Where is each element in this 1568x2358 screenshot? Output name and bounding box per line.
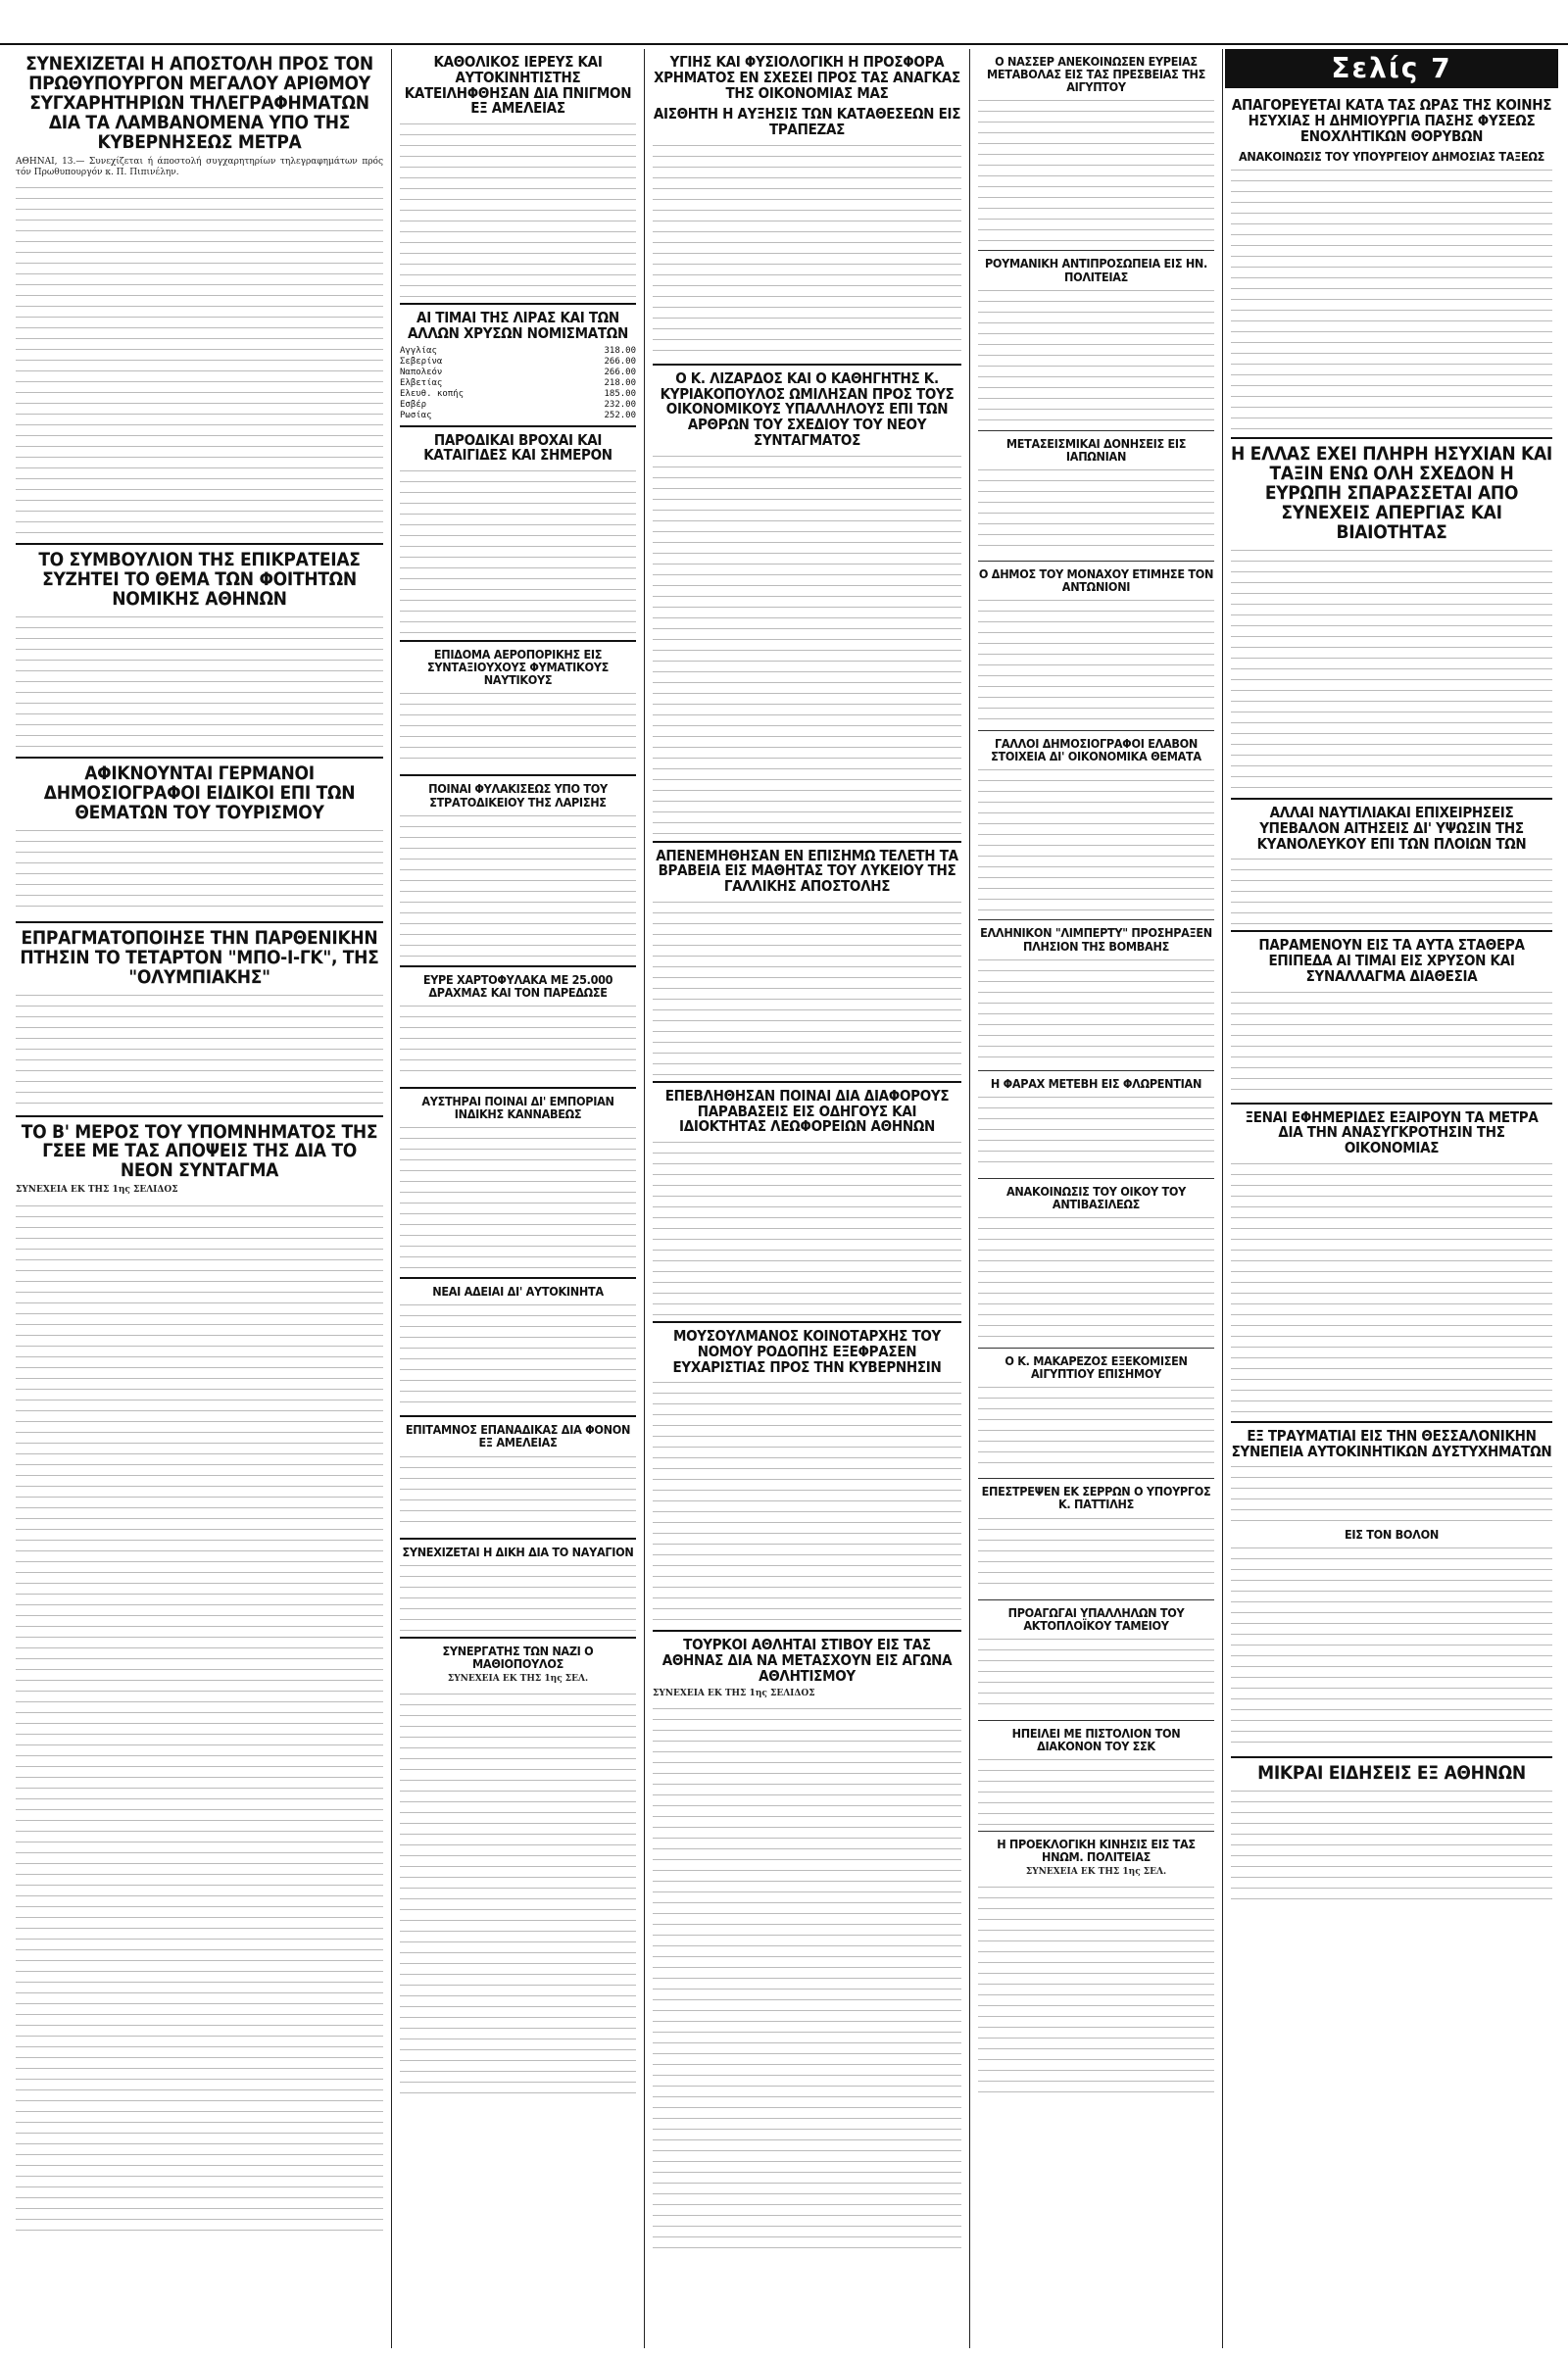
divider [400,640,636,642]
headline-rains: ΠΑΡΟΔΙΚΑΙ ΒΡΟΧΑΙ ΚΑΙ ΚΑΤΑΙΓΙΔΕΣ ΚΑΙ ΣΗΜΕΡΟΝ [423,430,612,465]
article-body [16,827,383,915]
subhead-ministry: ΑΝΑΚΟΙΝΩΣΙΣ ΤΟΥ ΥΠΟΥΡΓΕΙΟΥ ΔΗΜΟΣΙΑΣ ΤΑΞΕΩΣ [1239,149,1544,165]
article-body [1231,1463,1552,1522]
article-body [978,1384,1214,1472]
divider [1231,1421,1552,1423]
divider [400,965,636,967]
divider [978,1599,1214,1600]
article-body [978,1884,1214,2099]
article-body [1231,547,1552,792]
headline-munich: Ο ΔΗΜΟΣ ΤΟΥ ΜΟΝΑΧΟΥ ΕΤΙΜΗΣΕ ΤΟΝ ΑΝΤΩΝΙΟΝΙ [978,565,1214,594]
article-body [400,1453,636,1532]
column-2 [392,49,645,2348]
article-body [978,1214,1214,1342]
article-body [978,766,1214,913]
divider [653,841,961,843]
subhead-volos: ΕΙΣ ΤΟΝ ΒΟΛΟΝ [1345,1527,1439,1543]
article-body [400,1003,636,1081]
divider [400,1087,636,1089]
article-body [653,1705,961,2254]
headline-journalists: ΑΦΙΚΝΟΥΝΤΑΙ ΓΕΡΜΑΝΟΙ ΔΗΜΟΣΙΟΓΡΑΦΟΙ ΕΙΔΙΚΟΙ ΕΠΙ ΤΩΝ ΘΕΜΑΤΩΝ ΤΟΥ ΤΟΥΡΙΣΜΟΥ [43,761,356,823]
divider [400,1415,636,1417]
article-body [978,97,1214,244]
article-body [978,597,1214,724]
divider [978,430,1214,431]
divider [978,919,1214,920]
article-body [653,453,961,835]
divider [16,921,383,923]
headline-foreign-press: ΞΕΝΑΙ ΕΦΗΜΕΡΙΔΕΣ ΕΞΑΙΡΟΥΝ ΤΑ ΜΕΤΡΑ ΔΙΑ ΤΗΝ ΑΝΑΣΥΓΚΡΟΤΗΣΙΝ ΤΗΣ ΟΙΚΟΝΟΜΙΑΣ [1245,1107,1539,1157]
headline-greece-calm: Η ΕΛΛΑΣ ΕΧΕΙ ΠΛΗΡΗ ΗΣΥΧΙΑΝ ΚΑΙ ΤΑΞΙΝ ΕΝΩ ΟΛΗ ΣΧΕΔΟΝ Η ΕΥΡΩΠΗ ΣΠΑΡΑΣΣΕΤΑΙ ΑΠΟ ΣΥΝΕΧΕΙΣ ΑΠΕΡΓΙΑΣ ΚΑΙ ΒΙΑΙΟΤΗΤΑΣ [1231,443,1552,544]
article-body [978,287,1214,424]
article-body [400,121,636,297]
headline-boeing: ΕΠΡΑΓΜΑΤΟΠΟΙΗΣΕ ΤΗΝ ΠΑΡΘΕΝΙΚΗΝ ΠΤΗΣΙΝ ΤΟ ΤΕΤΑΡΤΟΝ "ΜΠΟ-Ι-ΓΚ", ΤΗΣ "ΟΛΥΜΠΙΑΚΗΣ" [20,926,379,988]
divider [1231,437,1552,439]
headline-car-permits: ΝΕΑΙ ΑΔΕΙΑΙ ΔΙ' ΑΥΤΟΚΙΝΗΤΑ [432,1284,604,1300]
continuation-note: ΣΥΝΕΧΕΙΑ ΕΚ ΤΗΣ 1ης ΣΕΛ. [447,1673,589,1684]
column-4 [970,49,1223,2348]
continuation-note: ΣΥΝΕΧΕΙΑ ΕΚ ΤΗΣ 1ης ΣΕΛΙΔΟΣ [16,1185,178,1196]
article-body [653,899,961,1075]
price-row: Ναπολεόν 266.00 [400,367,636,377]
article-body [400,1691,636,2102]
divider [653,364,961,366]
article-body [1231,1788,1552,1905]
price-row: Ελβετίας 218.00 [400,377,636,388]
article-body [1231,1545,1552,1750]
headline-us-campaign: Η ΠΡΟΕΚΛΟΓΙΚΗ ΚΙΝΗΣΙΣ ΕΙΣ ΤΑΣ ΗΝΩΜ. ΠΟΛΙΤΕΙΑΣ [997,1837,1196,1865]
article-body [16,614,383,751]
headline-regent: ΑΝΑΚΟΙΝΩΣΙΣ ΤΟΥ ΟΙΚΟΥ ΤΟΥ ΑΝΤΙΒΑΣΙΛΕΩΣ [1006,1183,1186,1211]
headline-makarezos: Ο Κ. ΜΑΚΑΡΕΖΟΣ ΕΞΕΚΟΜΙΣΕΝ ΑΙΓΥΠΤΙΟΥ ΕΠΙΣΗΜΟΥ [1004,1353,1188,1382]
divider [1231,1103,1552,1105]
divider [16,1115,383,1117]
headline-farah: Η ΦΑΡΑΧ ΜΕΤΕΒΗ ΕΙΣ ΦΛΩΡΕΝΤΙΑΝ [990,1075,1202,1091]
article-body [400,1562,636,1631]
divider [1231,930,1552,932]
headline-briefcase: ΕΥΡΕ ΧΑΡΤΟΦΥΛΑΚΑ ΜΕ 25.000 ΔΡΑΧΜΑΣ ΚΑΙ ΤΟΝ ΠΑΡΕΔΩΣΕ [422,971,613,1000]
divider [978,1178,1214,1179]
headline-gsee: ΤΟ Β' ΜΕΡΟΣ ΤΟΥ ΥΠΟΜΝΗΜΑΤΟΣ ΤΗΣ ΓΣΕΕ ΜΕ ΤΑΣ ΑΠΟΨΕΙΣ ΤΗΣ ΔΙΑ ΤΟ ΝΕΟΝ ΣΥΝΤΑΓΜΑ [21,1120,378,1182]
article-body [653,1139,961,1315]
continuation-note: ΣΥΝΕΧΕΙΑ ΕΚ ΤΗΣ 1ης ΣΕΛΙΔΟΣ [653,1688,815,1698]
article-body [1231,167,1552,431]
article-body [978,1756,1214,1825]
divider [16,757,383,759]
headline-council: ΤΟ ΣΥΜΒΟΥΛΙΟΝ ΤΗΣ ΕΠΙΚΡΑΤΕΙΑΣ ΣΥΖΗΤΕΙ ΤΟ ΘΕΜΑ ΤΩΝ ΦΟΙΤΗΤΩΝ ΝΟΜΙΚΗΣ ΑΘΗΝΩΝ [38,549,361,610]
article-body [400,690,636,768]
divider [400,1637,636,1639]
divider [978,730,1214,731]
divider [978,1348,1214,1349]
article-body [400,1124,636,1271]
headline-rodopi: ΜΟΥΣΟΥΛΜΑΝΟΣ ΚΟΙΝΟΤΑΡΧΗΣ ΤΟΥ ΝΟΜΟΥ ΡΟΔΟΠΗΣ ΕΞΕΦΡΑΣΕΝ ΕΥΧΑΡΙΣΤΙΑΣ ΠΡΟΣ ΤΗΝ ΚΥΒΕΡΝΗΣΙΝ [672,1327,942,1376]
lead-telegrams: ΑΘΗΝΑΙ, 13.— Συνεχίζεται ή άποστολή συγχαρητηρίων τηλεγραφημάτων πρός τόν Πρωθυπουργόν κ. Π. Πιπινέλην. [16,156,383,177]
divider [978,561,1214,562]
headline-gold-stable: ΠΑΡΑΜΕΝΟΥΝ ΕΙΣ ΤΑ ΑΥΤΑ ΣΤΑΘΕΡΑ ΕΠΙΠΕΔΑ ΑΙ ΤΙΜΑΙ ΕΙΣ ΧΡΥΣΟΝ ΚΑΙ ΣΥΝΑΛΛΑΓΜΑ ΔΙΑΘΕΣΙΑ [1258,936,1525,985]
divider [1231,798,1552,800]
price-row: Εσβέρ 232.00 [400,399,636,410]
divider [978,1720,1214,1721]
article-body [978,1636,1214,1714]
gold-price-table [400,346,636,421]
divider [400,774,636,776]
article-body [1231,989,1552,1097]
headline-retrial: ΕΠΙΤΑΜΝΟΣ ΕΠΑΝΑΔΙΚΑΣ ΔΙΑ ΦΟΝΟΝ ΕΞ ΑΜΕΛΕΙΑΣ [405,1422,631,1450]
divider [653,1081,961,1083]
subhead-deposits: ΑΙΣΘΗΤΗ Η ΑΥΞΗΣΙΣ ΤΩΝ ΚΑΤΑΘΕΣΕΩΝ ΕΙΣ ΤΡΑΠΕΖΑΣ [653,105,961,138]
headline-bus-penalties: ΕΠΕΒΛΗΘΗΣΑΝ ΠΟΙΝΑΙ ΔΙΑ ΔΙΑΦΟΡΟΥΣ ΠΑΡΑΒΑΣΕΙΣ ΕΙΣ ΟΔΗΓΟΥΣ ΚΑΙ ΙΔΙΟΚΤΗΤΑΣ ΛΕΩΦΟΡΕΙΩΝ ΑΘΗΝΩΝ [664,1086,950,1136]
headline-money-supply: ΥΓΙΗΣ ΚΑΙ ΦΥΣΙΟΛΟΓΙΚΗ Η ΠΡΟΣΦΟΡΑ ΧΡΗΜΑΤΟΣ ΕΝ ΣΧΕΣΕΙ ΠΡΟΣ ΤΑΣ ΑΝΑΓΚΑΣ ΤΗΣ ΟΙΚΟΝΟΜΙΑΣ ΜΑΣ [654,53,960,102]
headline-priest: ΚΑΘΟΛΙΚΟΣ ΙΕΡΕΥΣ ΚΑΙ ΑΥΤΟΚΙΝΗΤΙΣΤΗΣ ΚΑΤΕΙΛΗΦΘΗΣΑΝ ΔΙΑ ΠΝΙΓΜΟΝ ΕΞ ΑΜΕΛΕΙΑΣ [404,53,632,118]
top-rule [0,43,1568,45]
headline-turkish-athletes: ΤΟΥΡΚΟΙ ΑΘΛΗΤΑΙ ΣΤΙΒΟΥ ΕΙΣ ΤΑΣ ΑΘΗΝΑΣ ΔΙΑ ΝΑ ΜΕΤΑΣΧΟΥΝ ΕΙΣ ΑΓΩΝΑ ΑΘΛΗΤΙΣΜΟΥ [662,1636,953,1685]
article-body [400,812,636,959]
headline-noise-ban: ΑΠΑΓΟΡΕΥΕΤΑΙ ΚΑΤΑ ΤΑΣ ΩΡΑΣ ΤΗΣ ΚΟΙΝΗΣ ΗΣΥΧΙΑΣ Η ΔΗΜΙΟΥΡΓΙΑ ΠΑΣΗΣ ΦΥΣΕΩΣ ΕΝΟΧΛΗΤΙΚΩΝ ΘΟΡΥΒΩΝ [1231,96,1552,145]
article-body [16,992,383,1109]
headline-pistol: ΗΠΕΙΛΕΙ ΜΕ ΠΙΣΤΟΛΙΟΝ ΤΟΝ ΔΙΑΚΟΝΟΝ ΤΟΥ ΣΣΚ [1011,1725,1181,1753]
headline-japan-quakes: ΜΕΤΑΣΕΙΣΜΙΚΑΙ ΔΟΝΗΣΕΙΣ ΕΙΣ ΙΑΠΩΝΙΑΝ [1005,435,1187,464]
article-body [400,467,636,634]
divider [653,1321,961,1323]
headline-shipwreck: ΣΥΝΕΧΙΖΕΤΑΙ Η ΔΙΚΗ ΔΙΑ ΤΟ ΝΑΥΑΓΙΟΝ [402,1544,634,1559]
headline-awards: ΑΠΕΝΕΜΗΘΗΣΑΝ ΕΝ ΕΠΙΣΗΜΩ ΤΕΛΕΤΗ ΤΑ ΒΡΑΒΕΙΑ ΕΙΣ ΜΑΘΗΤΑΣ ΤΟΥ ΛΥΚΕΙΟΥ ΤΗΣ ΓΑΛΛΙΚΗΣ ΑΠΟΣΤΟΛΗΣ [656,846,958,895]
divider [978,1831,1214,1832]
divider [653,1630,961,1632]
divider [400,425,636,427]
article-body [653,1379,961,1624]
headline-gold-prices: ΑΙ ΤΙΜΑΙ ΤΗΣ ΛΙΡΑΣ ΚΑΙ ΤΩΝ ΑΛΛΩΝ ΧΡΥΣΩΝ ΝΟΜΙΣΜΑΤΩΝ [408,309,628,342]
headline-mathiopoulos: ΣΥΝΕΡΓΑΤΗΣ ΤΩΝ ΝΑΖΙ Ο ΜΑΘΙΟΠΟΥΛΟΣ [442,1643,594,1671]
price-row: Ρωσίας 252.00 [400,410,636,420]
divider [16,543,383,545]
divider [400,1277,636,1279]
continuation-note: ΣΥΝΕΧΕΙΑ ΕΚ ΤΗΣ 1ης ΣΕΛ. [1025,1867,1167,1878]
article-body [978,957,1214,1064]
divider [978,1478,1214,1479]
column-5 [1223,49,1560,2348]
article-body [978,1515,1214,1594]
price-row: Ελευθ. κοπής 185.00 [400,388,636,399]
divider [400,1538,636,1540]
headline-larisa: ΠΟΙΝΑΙ ΦΥΛΑΚΙΣΕΩΣ ΥΠΟ ΤΟΥ ΣΤΡΑΤΟΔΙΚΕΙΟΥ ΤΗΣ ΛΑΡΙΣΗΣ [428,781,608,810]
divider [400,303,636,305]
column-1 [8,49,392,2348]
article-body [16,1203,383,2232]
divider [978,250,1214,251]
headline-romanian-delegation: ΡΟΥΜΑΝΙΚΗ ΑΝΤΙΠΡΟΣΩΠΕΙΑ ΕΙΣ ΗΝ. ΠΟΛΙΤΕΙΑΣ [984,256,1208,284]
article-body [653,142,961,358]
headline-lizardos: Ο Κ. ΛΙΖΑΡΔΟΣ ΚΑΙ Ο ΚΑΘΗΓΗΤΗΣ Κ. ΚΥΡΙΑΚΟΠΟΥΛΟΣ ΩΜΙΛΗΣΑΝ ΠΡΟΣ ΤΟΥΣ ΟΙΚΟΝΟΜΙΚΟΥΣ ΥΠΑΛΛΗΛΟΥΣ ΕΠΙ ΤΩΝ ΑΡΘΡΩΝ ΤΟΥ ΣΧΕΔΙΟΥ ΤΟΥ ΝΕΟΥ ΣΥΝΤΑΓΜΑΤΟΣ [660,368,955,449]
article-body [16,184,383,537]
article-body [978,467,1214,555]
headline-french-journalists: ΓΑΛΛΟΙ ΔΗΜΟΣΙΟΓΡΑΦΟΙ ΕΛΑΒΟΝ ΣΤΟΙΧΕΙΑ ΔΙ' ΟΙΚΟΝΟΜΙΚΑ ΘΕΜΑΤΑ [991,736,1201,764]
headline-promotions: ΠΡΟΑΓΩΓΑΙ ΥΠΑΛΛΗΛΩΝ ΤΟΥ ΑΚΤΟΠΛΟΪΚΟΥ ΤΑΜΕΙΟΥ [1007,1604,1185,1633]
page-number-masthead: Σελίς 7 [1225,49,1558,88]
headline-thessaloniki: ΕΞ ΤΡΑΥΜΑΤΙΑΙ ΕΙΣ ΤΗΝ ΘΕΣΣΑΛΟΝΙΚΗΝ ΣΥΝΕΠΕΙΑ ΑΥΤΟΚΙΝΗΤΙΚΩΝ ΔΥΣΤΥΧΗΜΑΤΩΝ [1231,1426,1552,1460]
article-body [1231,1160,1552,1415]
headline-telegrams: ΣΥΝΕΧΙΖΕΤΑΙ Η ΑΠΟΣΤΟΛΗ ΠΡΟΣ ΤΟΝ ΠΡΩΘΥΠΟΥΡΓΟΝ ΜΕΓΑΛΟΥ ΑΡΙΘΜΟΥ ΣΥΓΧΑΡΗΤΗΡΙΩΝ ΤΗΛΕΓΡΑΦΗΜΑΤΩΝ ΔΙΑ ΤΑ ΛΑΜΒΑΝΟΜΕΝΑ ΥΠΟ ΤΗΣ ΚΥΒΕΡΝΗΣΕΩΣ ΜΕΤΡΑ [25,53,373,153]
price-row: Αγγλίας 318.00 [400,345,636,356]
divider [1231,1756,1552,1758]
headline-liberty-ship: ΕΛΛΗΝΙΚΟΝ "ΛΙΜΠΕΡΤΥ" ΠΡΟΣΗΡΑΞΕΝ ΠΛΗΣΙΟΝ ΤΗΣ ΒΟΜΒΑΗΣ [980,925,1212,954]
column-3 [645,49,970,2348]
price-row: Σεβερίνα 266.00 [400,356,636,367]
divider [978,1070,1214,1071]
article-body [978,1094,1214,1172]
headline-cannabis: ΑΥΣΤΗΡΑΙ ΠΟΙΝΑΙ ΔΙ' ΕΜΠΟΡΙΑΝ ΙΝΔΙΚΗΣ ΚΑΝΝΑΒΕΩΣ [421,1093,614,1121]
article-body [1231,856,1552,924]
headline-shipping: ΑΛΛΑΙ ΝΑΥΤΙΛΙΑΚΑΙ ΕΠΙΧΕΙΡΗΣΕΙΣ ΥΠΕΒΑΛΟΝ ΑΙΤΗΣΕΙΣ ΔΙ' ΥΨΩΣΙΝ ΤΗΣ ΚΥΑΝΟΛΕΥΚΟΥ ΕΠΙ ΤΩΝ ΠΛΟΙΩΝ ΤΩΝ [1256,804,1527,853]
headline-allowance: ΕΠΙΔΟΜΑ ΑΕΡΟΠΟΡΙΚΗΣ ΕΙΣ ΣΥΝΤΑΞΙΟΥΧΟΥΣ ΦΥΜΑΤΙΚΟΥΣ ΝΑΥΤΙΚΟΥΣ [427,647,609,688]
headline-minister-returned: ΕΠΕΣΤΡΕΨΕΝ ΕΚ ΣΕΡΡΩΝ Ο ΥΠΟΥΡΓΟΣ Κ. ΠΑΤΤΙΛΗΣ [981,1484,1211,1512]
article-body [400,1302,636,1409]
headline-nasser: Ο ΝΑΣΣΕΡ ΑΝΕΚΟΙΝΩΣΕΝ ΕΥΡΕΙΑΣ ΜΕΤΑΒΟΛΑΣ ΕΙΣ ΤΑΣ ΠΡΕΣΒΕΙΑΣ ΤΗΣ ΑΙΓΥΠΤΟΥ [986,54,1206,95]
headline-short-news: ΜΙΚΡΑΙ ΕΙΔΗΣΕΙΣ ΕΞ ΑΘΗΝΩΝ [1257,1762,1526,1785]
